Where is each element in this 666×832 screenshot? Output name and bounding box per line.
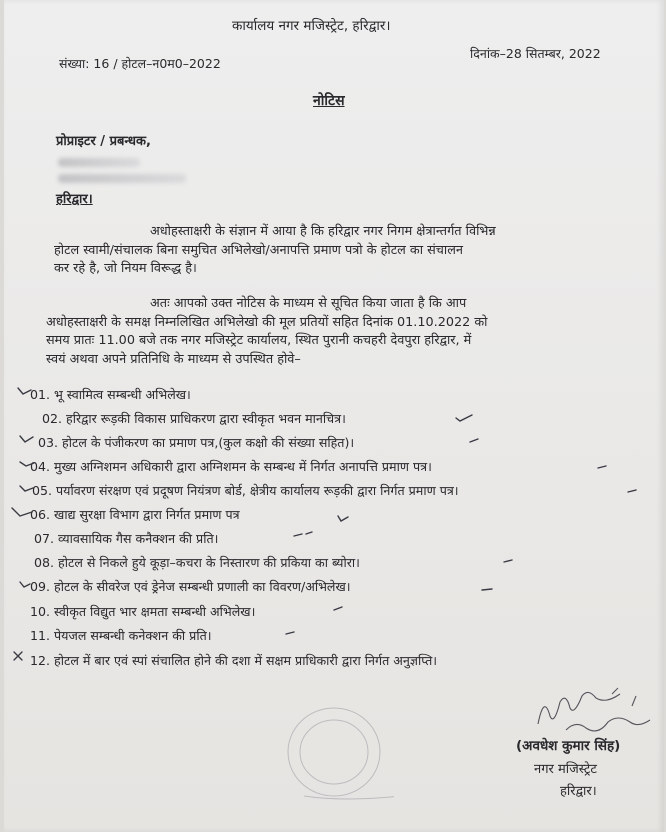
paragraph-line: होटल स्वामी/संचालक बिना समुचित अभिलेखो/अनापत्ति प्रमाण पत्रो के होटल का संचालन (54, 242, 463, 258)
tick-mark-icon (286, 632, 294, 634)
tick-mark-icon (456, 415, 472, 421)
notice-date: दिनांक–28 सितम्बर, 2022 (470, 46, 601, 61)
list-item: 10. स्वीकृत विद्युत भार क्षमता सम्बन्धी अभिलेख। (30, 604, 256, 619)
paragraph-line: समय प्रातः 11.00 बजे तक नगर मजिस्ट्रेट कार्यालय, स्थित पुरानी कचहरी देवपुरा हरिद्वार, में (46, 333, 472, 348)
addressee-label: प्रोप्राइटर / प्रबन्धक, (56, 134, 151, 149)
tick-mark-icon (334, 607, 342, 610)
tick-mark-icon (18, 388, 31, 394)
tick-mark-icon (20, 436, 33, 442)
paragraph-line: स्वयं अथवा अपने प्रतिनिधि के माध्यम से उपस्थित होवे– (46, 351, 301, 367)
list-item: 03. होटल के पंजीकरण का प्रमाण पत्र,(कुल कक्षो की संख्या सहित)। (38, 435, 355, 450)
reference-number: संख्या: 16 / होटल–न0म0–2022 (59, 56, 221, 71)
tick-mark-icon (628, 490, 636, 492)
cross-mark-icon (14, 652, 22, 660)
signature-scribble (536, 686, 656, 736)
tick-mark-icon (482, 589, 492, 590)
signer-place: हरिद्वार। (560, 784, 597, 799)
list-item: 08. होटल से निकले हुये कूड़ा–कचरा के निस्तारण की प्रकिया का ब्योरा। (34, 555, 360, 570)
list-item: 09. होटल के सीवरेज एवं ड्रेनेज सम्बन्धी प्रणाली का विवरण/अभिलेख। (30, 579, 351, 594)
tick-mark-icon (20, 486, 33, 491)
tick-mark-icon (294, 532, 312, 536)
office-seal (274, 700, 394, 810)
tick-mark-icon (20, 462, 34, 466)
list-item: 02. हरिद्वार रूड़की विकास प्राधिकरण द्वारा स्वीकृत भवन मानचित्र। (42, 411, 346, 426)
list-item: 01. भू स्वामित्व सम्बन्धी अभिलेख। (30, 387, 191, 402)
pen-marks (4, 0, 664, 700)
tick-mark-icon (20, 582, 30, 587)
signer-designation: नगर मजिस्ट्रेट (534, 762, 597, 777)
list-item: 06. खाद्य सुरक्षा विभाग द्वारा निर्गत प्रमाण पत्र (30, 507, 240, 522)
paragraph-line: अतः आपको उक्त नोटिस के माध्यम से सूचित किया जाता है कि आप (150, 296, 467, 311)
tick-mark-icon (504, 560, 512, 562)
tick-mark-icon (470, 439, 478, 442)
paragraph-line: अधोहस्ताक्षरी के संज्ञान में आया है कि हरिद्वार नगर निगम क्षेत्रान्तर्गत विभिन्न (150, 224, 496, 239)
list-item: 04. मुख्य अग्निशमन अधिकारी द्वारा अग्निशमन के सम्बन्ध में निर्गत अनापत्ति प्रमाण पत्र। (30, 459, 432, 474)
tick-mark-icon (338, 516, 348, 521)
list-item: 05. पर्यावरण संरक्षण एवं प्रदूषण नियंत्रण बोर्ड, क्षेत्रीय कार्यालय रूड़की द्वारा निर्गत प्रमाण पत्र। (32, 483, 459, 498)
paragraph-line: अधोहस्ताक्षरी के समक्ष निम्नलिखित अभिलेखो की मूल प्रतियों सहित दिनांक 01.10.2022 को (46, 314, 488, 330)
notice-title: नोटिस (313, 93, 345, 109)
signer-name: (अवधेश कुमार सिंह) (516, 738, 621, 754)
tick-mark-icon (598, 466, 606, 468)
list-item: 12. होटल में बार एवं स्पां संचालित होने की दशा में सक्षम प्राधिकारी द्वारा निर्गत अनुज्ञप्ति। (30, 653, 438, 668)
office-header: कार्यालय नगर मजिस्ट्रेट, हरिद्वार। (232, 18, 391, 34)
tick-mark-icon (12, 508, 32, 516)
notice-page (4, 0, 664, 832)
paragraph-line: कर रहे है, जो नियम विरूद्ध है। (54, 261, 197, 276)
list-item: 11. पेयजल सम्बन्धी कनेक्शन की प्रति। (30, 628, 212, 643)
list-item: 07. व्यावसायिक गैस कनैक्शन की प्रति। (34, 531, 219, 546)
addressee-city: हरिद्वार। (56, 192, 93, 207)
